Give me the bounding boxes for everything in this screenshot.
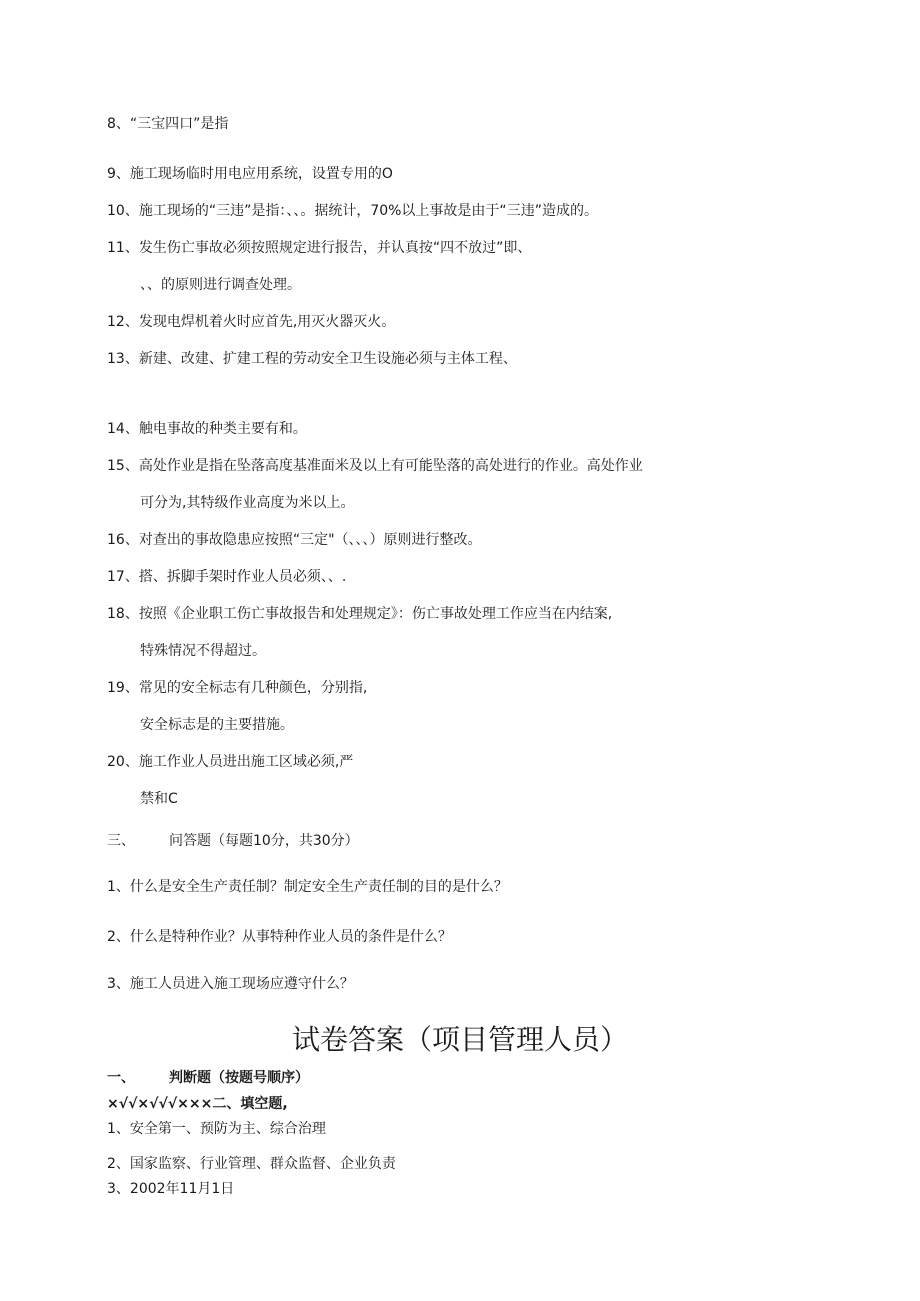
question-20-line1: 20、施工作业人员进出施工区域必须,严 [107, 754, 354, 770]
essay-question-1: 1、什么是安全生产责任制？制定安全生产责任制的目的是什么？ [107, 879, 508, 895]
question-11-line2: 、、的原则进行调查处理。 [140, 277, 301, 293]
answers-section-1-number: 一、 [107, 1070, 135, 1086]
answer-fill-3: 3、2002年11月1日 [107, 1181, 235, 1197]
question-9: 9、施工现场临时用电应用系统，设置专用的O [107, 166, 393, 182]
question-10: 10、施工现场的“三违”是指：、、。据统计，70%以上事故是由于“三违”造成的。 [107, 203, 598, 219]
section-3-number: 三、 [107, 833, 135, 849]
question-12: 12、发现电焊机着火时应首先,用灭火器灭火。 [107, 314, 396, 330]
section-3-title: 问答题（每题10分，共30分） [169, 833, 359, 849]
answers-title: 试卷答案（项目管理人员） [291, 1023, 628, 1056]
answer-fill-1: 1、安全第一、预防为主、综合治理 [107, 1121, 326, 1137]
question-15-line2: 可分为,其特级作业高度为米以上。 [140, 495, 355, 511]
question-11-line1: 11、发生伤亡事故必须按照规定进行报告，并认真按“四不放过”即、 [107, 240, 532, 256]
answer-fill-2: 2、国家监察、行业管理、群众监督、企业负责 [107, 1156, 396, 1172]
question-13: 13、新建、改建、扩建工程的劳动安全卫生设施必须与主体工程、 [107, 351, 517, 367]
question-17: 17、搭、拆脚手架时作业人员必须、、. [107, 569, 347, 585]
question-15-line1: 15、高处作业是指在坠落高度基准面米及以上有可能坠落的高处进行的作业。高处作业 [107, 458, 643, 474]
question-20-line2: 禁和C [140, 791, 178, 807]
essay-question-2: 2、什么是特种作业？从事特种作业人员的条件是什么？ [107, 929, 452, 945]
question-19-line1: 19、常见的安全标志有几种颜色，分别指, [107, 680, 368, 696]
answers-section-1-title: 判断题（按题号顺序） [169, 1070, 309, 1086]
question-18-line1: 18、按照《企业职工伤亡事故报告和处理规定》：伤亡事故处理工作应当在内结案, [107, 606, 613, 622]
answers-judgment-marks: ×√√×√√√×××二、填空题, [107, 1096, 288, 1112]
essay-question-3: 3、施工人员进入施工现场应遵守什么？ [107, 976, 354, 992]
question-8: 8、“三宝四口”是指 [107, 116, 229, 132]
question-14: 14、触电事故的种类主要有和。 [107, 421, 307, 437]
question-18-line2: 特殊情况不得超过。 [140, 643, 266, 659]
question-16: 16、对查出的事故隐患应按照“三定"（、、、）原则进行整改。 [107, 532, 482, 548]
question-19-line2: 安全标志是的主要措施。 [140, 717, 294, 733]
answers-section-1-heading [107, 1069, 309, 1087]
section-3-heading [107, 832, 359, 850]
